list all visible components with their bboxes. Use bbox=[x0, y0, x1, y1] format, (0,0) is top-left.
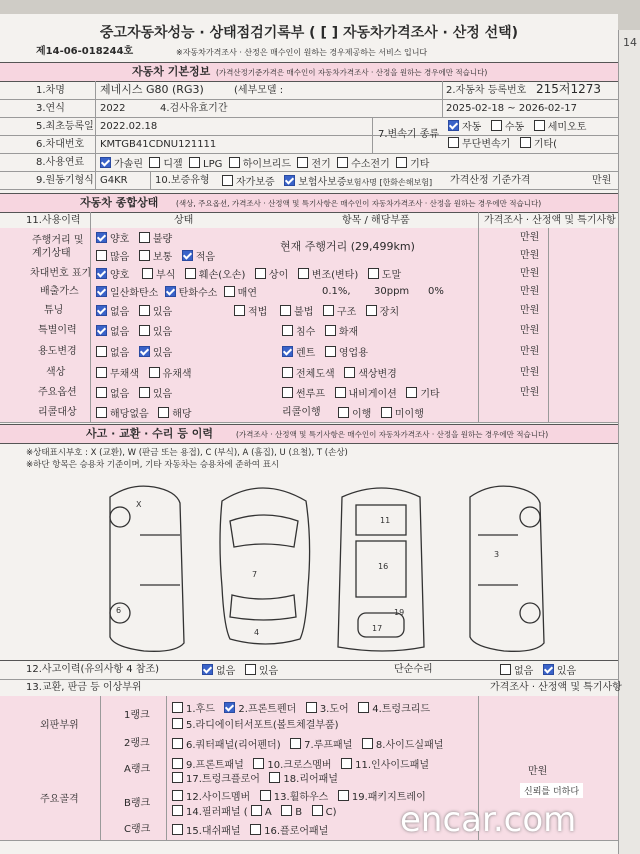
front-panel-checkbox[interactable] bbox=[172, 758, 183, 769]
hc-checkbox[interactable] bbox=[165, 286, 176, 297]
transmission-options-2: 무단변속기 기타( bbox=[448, 137, 557, 151]
pillar-b-checkbox[interactable] bbox=[281, 805, 292, 816]
pillar-panel-checkbox[interactable] bbox=[172, 805, 183, 816]
full-paint-checkbox[interactable] bbox=[282, 367, 293, 378]
navigation-checkbox[interactable] bbox=[335, 387, 346, 398]
cross-member-checkbox[interactable] bbox=[253, 758, 264, 769]
vin-label: 6.차대번호 bbox=[36, 139, 85, 150]
unit-3: 만원 bbox=[520, 268, 540, 279]
wheel-house-checkbox[interactable] bbox=[260, 790, 271, 801]
use-change-label: 용도변경 bbox=[38, 346, 77, 357]
basic-info-title: 자동차 기본정보 bbox=[132, 65, 211, 78]
tuning-structure-checkbox[interactable] bbox=[323, 305, 334, 316]
commercial-checkbox[interactable] bbox=[325, 346, 336, 357]
vin-altered-checkbox[interactable] bbox=[298, 268, 309, 279]
rankA-options: 9.프론트패널 10.크로스멤버 11.인사이드패널 bbox=[172, 758, 429, 772]
fuel-label: 8.사용연료 bbox=[36, 157, 85, 168]
price-header: 가격조사 · 산정액 및 특기사항 bbox=[484, 215, 616, 226]
gauge-good-checkbox[interactable] bbox=[96, 232, 107, 243]
basic-info-note: (가격산정기준가격은 매수인이 자동차가격조사 · 산정을 원하는 경우에만 적습니다) bbox=[216, 68, 488, 77]
car-model-detail: (세부모델 : bbox=[234, 85, 284, 96]
rank1-options: 1.후드 2.프론트펜더 3.도어 4.트렁크리드 bbox=[172, 702, 430, 716]
tuning-illegal-checkbox[interactable] bbox=[280, 305, 291, 316]
encar-slogan-badge: 신뢰를 더하다 bbox=[520, 783, 583, 798]
accident-section bbox=[0, 424, 618, 444]
option-label: 주요옵션 bbox=[38, 387, 77, 398]
item-header: 항목 / 해당부품 bbox=[342, 215, 410, 226]
exchange-price-header: 가격조사 · 산정액 및 특기사항 bbox=[490, 682, 622, 693]
outer-panel-label: 외판부위 bbox=[40, 720, 79, 731]
engine-type-value: G4KR bbox=[100, 175, 128, 186]
accident-title: 사고 · 교환 · 수리 등 이력 bbox=[86, 427, 213, 440]
car-name-label: 1.차명 bbox=[36, 85, 65, 96]
vin-corroded-checkbox[interactable] bbox=[142, 268, 153, 279]
flood-checkbox[interactable] bbox=[282, 325, 293, 336]
trans-manual-checkbox[interactable] bbox=[491, 120, 502, 131]
main-frame-label: 주요골격 bbox=[40, 794, 79, 805]
mileage-options: 많음 보통 적음 bbox=[96, 250, 215, 264]
recall-options: 해당없음 해당 bbox=[96, 407, 192, 421]
tuning-types: 적법 불법 구조 장치 bbox=[234, 305, 399, 319]
trans-etc-checkbox[interactable] bbox=[520, 137, 531, 148]
hood-checkbox[interactable] bbox=[172, 702, 183, 713]
vin-value: KMTGB41CDNU121111 bbox=[100, 139, 217, 150]
svg-text:17: 17 bbox=[372, 624, 383, 633]
front-fender-checkbox[interactable] bbox=[224, 702, 235, 713]
color-options: 무채색 유채색 bbox=[96, 367, 192, 381]
recall-none-checkbox[interactable] bbox=[96, 407, 107, 418]
trunk-lid-checkbox[interactable] bbox=[358, 702, 369, 713]
pillar-a-checkbox[interactable] bbox=[251, 805, 262, 816]
accident-history-label: 12.사고이력(유의사항 4 참조) bbox=[26, 664, 160, 675]
rankB-options-2: 14.필러패널 ( A B C) bbox=[172, 805, 337, 819]
reg-number-value: 215저1273 bbox=[536, 82, 602, 96]
floor-panel-checkbox[interactable] bbox=[250, 824, 261, 835]
unit-1: 만원 bbox=[520, 232, 540, 243]
current-mileage: 현재 주행거리 (29,499km) bbox=[280, 240, 415, 253]
option-none-checkbox[interactable] bbox=[96, 387, 107, 398]
trans-auto-checkbox[interactable] bbox=[448, 120, 459, 131]
achromatic-checkbox[interactable] bbox=[96, 367, 107, 378]
gauge-options: 양호 불량 bbox=[96, 232, 172, 246]
use-change-options: 없음 있음 bbox=[96, 346, 172, 360]
recall-label: 리콜대상 bbox=[38, 407, 77, 418]
rankB-label: B랭크 bbox=[124, 798, 151, 809]
emission-label: 배출가스 bbox=[40, 286, 79, 297]
radiator-support-checkbox[interactable] bbox=[172, 718, 183, 729]
use-change-none-checkbox[interactable] bbox=[96, 346, 107, 357]
recall-yes-checkbox[interactable] bbox=[158, 407, 169, 418]
vin-good-checkbox[interactable] bbox=[96, 268, 107, 279]
warranty-options: 자가보증 보험사보증 bbox=[222, 175, 347, 189]
inside-panel-checkbox[interactable] bbox=[341, 758, 352, 769]
fuel-electric-checkbox[interactable] bbox=[297, 157, 308, 168]
dash-panel-checkbox[interactable] bbox=[172, 824, 183, 835]
header-notice: ※자동차가격조사 · 산정은 매수인이 원하는 경우제공하는 서비스 입니다 bbox=[176, 48, 428, 57]
right-side-view bbox=[470, 486, 544, 651]
basic-info-section bbox=[0, 62, 618, 82]
status-symbol-legend: ※상태표시부호 : X (교환), W (판금 또는 용접), C (부식), A (흠집), U (요철), T (손상) bbox=[26, 448, 348, 458]
hc-value: 30ppm bbox=[374, 286, 410, 297]
fuel-gasoline-checkbox[interactable] bbox=[100, 157, 111, 168]
exchange-parts-label: 13.교환, 판금 등 이상부위 bbox=[26, 682, 142, 693]
passenger-car-note: ※하단 항목은 승용차 기준이며, 기타 자동차는 승용차에 준하여 표시 bbox=[26, 460, 280, 470]
smoke-value: 0% bbox=[428, 286, 444, 297]
svg-text:11: 11 bbox=[380, 516, 391, 525]
fuel-lpg-checkbox[interactable] bbox=[189, 157, 200, 168]
status-note: (색상, 주요옵션, 가격조사 · 산정액 및 특기사항은 매수인이 자동차가격조사 · 산정을 원하는 경우에만 적습니다) bbox=[176, 199, 542, 208]
unit-6: 만원 bbox=[520, 325, 540, 336]
tuning-options: 없음 있음 bbox=[96, 305, 172, 319]
fuel-options: 가솔린 디젤 LPG 하이브리드 전기 수소전기 기타 bbox=[100, 157, 429, 171]
recall-done-label: 리콜이행 bbox=[282, 407, 321, 418]
tuning-label: 튜닝 bbox=[44, 305, 64, 316]
rank1-label: 1랭크 bbox=[124, 710, 150, 721]
tuning-device-checkbox[interactable] bbox=[366, 305, 377, 316]
trans-cvt-checkbox[interactable] bbox=[448, 137, 459, 148]
car-damage-diagram bbox=[0, 445, 618, 655]
form-title: 중고자동차성능 · 상태점검기록부 ( [ ] 자동차가격조사 · 산정 선택) bbox=[99, 25, 519, 41]
side-sill-checkbox[interactable] bbox=[362, 738, 373, 749]
color-change-checkbox[interactable] bbox=[344, 367, 355, 378]
svg-text:3: 3 bbox=[494, 550, 500, 559]
radiator-support: 5.라디에이터서포트(볼트체결부품) bbox=[172, 718, 339, 732]
reg-number-label: 2.자동차 등록번호 bbox=[446, 85, 527, 96]
inspection-period-value: 2025-02-18 ~ 2026-02-17 bbox=[446, 103, 577, 114]
co-checkbox[interactable] bbox=[96, 286, 107, 297]
use-change-yes-checkbox[interactable] bbox=[139, 346, 150, 357]
recall-done-options: 이행 미이행 bbox=[338, 407, 424, 421]
fire-checkbox[interactable] bbox=[325, 325, 336, 336]
inspection-period-label: 4.검사유효기간 bbox=[160, 103, 228, 114]
special-history-label: 특별이력 bbox=[38, 325, 77, 336]
simple-repair-options: 없음 있음 bbox=[500, 664, 576, 678]
unit-5: 만원 bbox=[520, 305, 540, 316]
price-basis-unit: 만원 bbox=[592, 175, 612, 186]
svg-text:6: 6 bbox=[116, 606, 122, 615]
warranty-label: 10.보증유형 bbox=[155, 175, 210, 186]
paint-options: 전체도색 색상변경 bbox=[282, 367, 397, 381]
tuning-legal-checkbox[interactable] bbox=[234, 305, 245, 316]
mileage-label-2: 계기상태 bbox=[32, 248, 71, 259]
mileage-low-checkbox[interactable] bbox=[182, 250, 193, 261]
special-yes-checkbox[interactable] bbox=[139, 325, 150, 336]
encar-watermark: encar.com bbox=[400, 800, 577, 840]
rear-panel-checkbox[interactable] bbox=[269, 772, 280, 783]
next-page-edge bbox=[618, 30, 640, 854]
fuel-diesel-checkbox[interactable] bbox=[149, 157, 160, 168]
accident-history-options: 없음 있음 bbox=[202, 664, 278, 678]
vin-mark-options: 양호 부식 훼손(오손) 상이 변조(변타) 도말 bbox=[96, 268, 401, 282]
tuning-yes-checkbox[interactable] bbox=[139, 305, 150, 316]
mileage-label-1: 주행거리 및 bbox=[32, 235, 84, 246]
exchange-unit: 만원 bbox=[528, 766, 548, 777]
vin-smeared-checkbox[interactable] bbox=[368, 268, 379, 279]
pillar-c-checkbox[interactable] bbox=[312, 805, 323, 816]
side-member-checkbox[interactable] bbox=[172, 790, 183, 801]
svg-text:X: X bbox=[136, 500, 142, 509]
door-checkbox[interactable] bbox=[306, 702, 317, 713]
chromatic-checkbox[interactable] bbox=[149, 367, 160, 378]
vin-damaged-checkbox[interactable] bbox=[185, 268, 196, 279]
rankB-options: 12.사이드멤버 13.휠하우스 19.패키지트레이 bbox=[172, 790, 426, 804]
svg-text:4: 4 bbox=[254, 628, 260, 637]
simple-repair-yes-checkbox[interactable] bbox=[543, 664, 554, 675]
unit-2: 만원 bbox=[520, 250, 540, 261]
transmission-label: 7.변속기 종류 bbox=[378, 129, 440, 140]
vin-mark-label: 차대번호 표기 bbox=[30, 268, 92, 279]
color-label: 색상 bbox=[46, 367, 66, 378]
rank2-options: 6.쿼터패널(리어펜더) 7.루프패널 8.사이드실패널 bbox=[172, 738, 443, 752]
option-yes-checkbox[interactable] bbox=[139, 387, 150, 398]
status-section bbox=[0, 193, 618, 213]
svg-text:16: 16 bbox=[378, 562, 389, 571]
tuning-none-checkbox[interactable] bbox=[96, 305, 107, 316]
package-tray-checkbox[interactable] bbox=[338, 790, 349, 801]
smoke-checkbox[interactable] bbox=[224, 286, 235, 297]
car-name-value: 제네시스 G80 (RG3) bbox=[100, 83, 204, 96]
special-history-options: 없음 있음 bbox=[96, 325, 172, 339]
rank2-label: 2랭크 bbox=[124, 738, 150, 749]
warranty-self-checkbox[interactable] bbox=[222, 175, 233, 186]
fuel-hydrogen-checkbox[interactable] bbox=[337, 157, 348, 168]
unit-4: 만원 bbox=[520, 286, 540, 297]
unit-8: 만원 bbox=[520, 367, 540, 378]
simple-repair-none-checkbox[interactable] bbox=[500, 664, 511, 675]
svg-text:7: 7 bbox=[252, 570, 258, 579]
option-presence: 없음 있음 bbox=[96, 387, 172, 401]
simple-repair-label: 단순수리 bbox=[394, 664, 433, 675]
mileage-high-checkbox[interactable] bbox=[96, 250, 107, 261]
recall-done-checkbox[interactable] bbox=[338, 407, 349, 418]
recall-not-done-checkbox[interactable] bbox=[381, 407, 392, 418]
option-types: 썬루프 내비게이션 기타 bbox=[282, 387, 440, 401]
quarter-panel-checkbox[interactable] bbox=[172, 738, 183, 749]
sunroof-checkbox[interactable] bbox=[282, 387, 293, 398]
unit-7: 만원 bbox=[520, 346, 540, 357]
left-side-view bbox=[110, 486, 184, 651]
co-value: 0.1%, bbox=[322, 286, 351, 297]
rankA-options-2: 17.트렁크플로어 18.리어패널 bbox=[172, 772, 338, 786]
rankC-label: C랭크 bbox=[124, 824, 151, 835]
transmission-options: 자동 수동 세미오토 bbox=[448, 120, 586, 134]
emission-options: 일산화탄소 탄화수소 매연 bbox=[96, 286, 257, 300]
rent-checkbox[interactable] bbox=[282, 346, 293, 357]
status-title: 자동차 종합상태 bbox=[80, 196, 159, 209]
accident-note: (가격조사 · 산정액 및 특기사항은 매수인이 자동차가격조사 · 산정을 원하는 경우에만 적습니다) bbox=[236, 430, 549, 439]
fuel-etc-checkbox[interactable] bbox=[396, 157, 407, 168]
fuel-hybrid-checkbox[interactable] bbox=[229, 157, 240, 168]
mileage-mid-checkbox[interactable] bbox=[139, 250, 150, 261]
accident-none-checkbox[interactable] bbox=[202, 664, 213, 675]
gauge-bad-checkbox[interactable] bbox=[139, 232, 150, 243]
rankA-label: A랭크 bbox=[124, 764, 151, 775]
insurer-name: 보험사명 [한화손해보험] bbox=[346, 178, 433, 187]
option-etc-checkbox[interactable] bbox=[406, 387, 417, 398]
edge-number: 14 bbox=[623, 36, 637, 49]
use-change-types: 렌트 영업용 bbox=[282, 346, 368, 360]
first-reg-value: 2022.02.18 bbox=[100, 121, 158, 132]
warranty-insurance-checkbox[interactable] bbox=[284, 175, 295, 186]
year-label: 3.연식 bbox=[36, 103, 65, 114]
price-basis-label: 가격산정 기준가격 bbox=[450, 175, 531, 186]
special-types: 침수 화재 bbox=[282, 325, 358, 339]
roof-panel-checkbox[interactable] bbox=[290, 738, 301, 749]
trans-semi-checkbox[interactable] bbox=[534, 120, 545, 131]
state-header: 상태 bbox=[174, 215, 194, 226]
doc-number: 제14-06-018244호 bbox=[36, 46, 134, 57]
rankC-options: 15.대쉬패널 16.플로어패널 bbox=[172, 824, 328, 838]
engine-type-label: 9.원동기형식 bbox=[36, 175, 94, 186]
year-value: 2022 bbox=[100, 103, 126, 114]
special-none-checkbox[interactable] bbox=[96, 325, 107, 336]
vin-mismatch-checkbox[interactable] bbox=[255, 268, 266, 279]
svg-text:19: 19 bbox=[394, 608, 405, 617]
accident-yes-checkbox[interactable] bbox=[245, 664, 256, 675]
first-reg-label: 5.최초등록일 bbox=[36, 121, 94, 132]
unit-9: 만원 bbox=[520, 387, 540, 398]
usage-history-header: 11.사용이력 bbox=[26, 215, 81, 226]
trunk-floor-checkbox[interactable] bbox=[172, 772, 183, 783]
